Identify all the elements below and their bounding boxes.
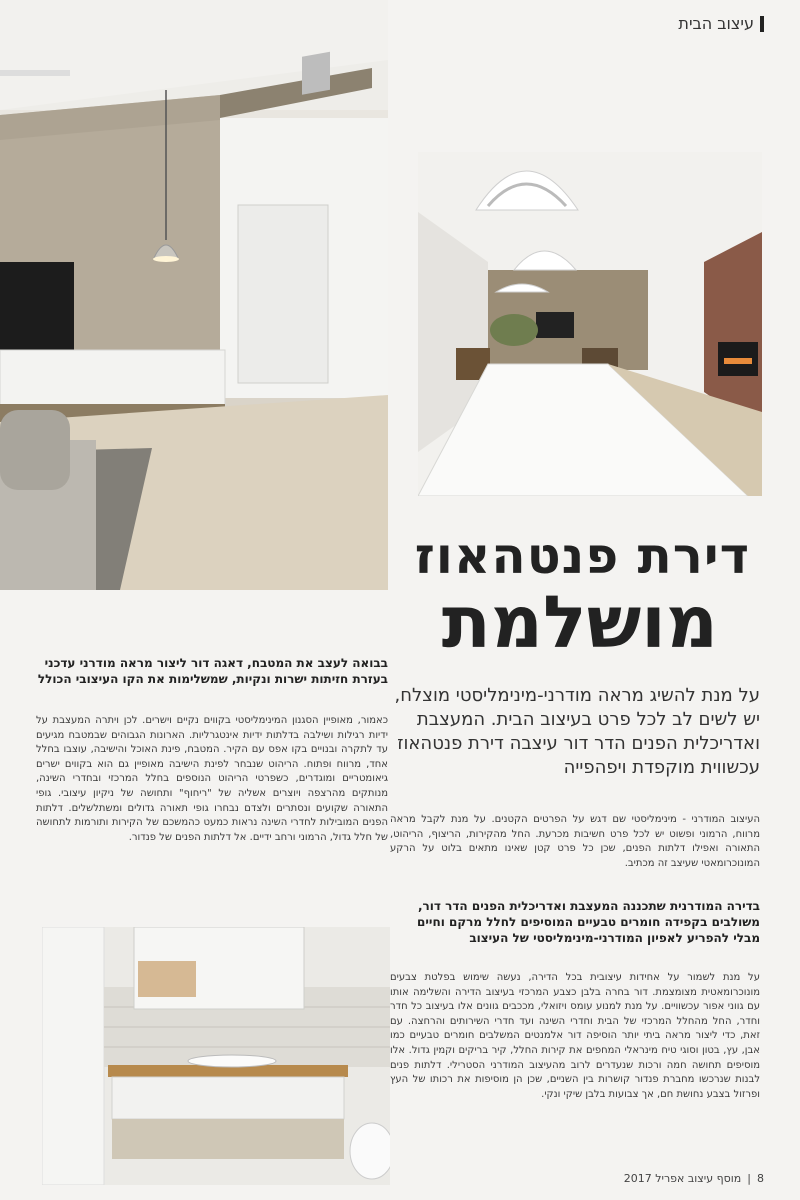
dining-room-illustration xyxy=(418,152,762,496)
page-number: 8 xyxy=(757,1172,764,1185)
right-column-paragraph-2: על מנת לשמור על אחידות עיצובית בכל הדירה, נעשה שימוש בפלטת צבעים מונוכרומאטית מצומצמת. דור בחרה בלבן כצבע המרכזי בעיצוב הדירה והשלימה אותו עם גווני אפור עכשוויים. על מנת למנוע עומס ויזואלי, מככבים גוונים אלו בעיצוב כל חדר וחדר, החל מהחלל המרכזי של הבית וחדרי השינה ועד חדרי השירותים והרחצה. עם זאת, כדי ליצור מראה ביתי יותר הוסיפה דור אלמנטים המשלבים חומרים טבעיים כמו אבן, עץ, בטון וסוגי טיח מינראלי המחפים את קירות החלל, קיר בריקים וקמין גדול. אלו מוסיפים תחושה חמה ורכות שנעדרים לרוב מהעיצוב המודרני הסטרילי. דלתות פנים לבנות שנרכשו מחברת פנדור קושרות בין השניים, שכן הן מוסיפות את רכותו של העץ ופרזול בצבע נחושת חם, אך צבועות בלבן שיקי ונקי. xyxy=(390,972,760,1100)
article-title-line1: דירת פנטהאוז xyxy=(414,527,750,585)
footer-separator: | xyxy=(747,1172,751,1185)
section-header xyxy=(678,14,764,33)
right-column-paragraph-1: העיצוב המודרני - מינימליסטי שם דגש על הפרטים הקטנים. על מנת לקבל מראה מרווח, הרמוני ופשוט יש לכל פרט חשיבות מכרעת. החל מהקירות, הריצוף, הריהוט, התאורה ואפילו דלתות הפנים, שכן כל פרט קטן שאינו מתאים בלוט על הרקע המונוכרומאטי שעיצב זה מכתיב. xyxy=(390,814,760,869)
right-column-lead: בדירה המודרנית שתכננה המעצבת ואדריכלית הפנים הדר דור, משולבים בקפידה חומרים טבעיים המוסיפים לחלל מרקם וחיים מבלי להפריע לאפיון המודרני-מינימליסטי של העיצוב xyxy=(417,899,760,945)
bathroom-illustration xyxy=(42,927,390,1185)
left-column-lead: בבואה לעצב את המטבח, דאגה דור ליצור מראה מודרני עדכני בעזרת חזיתות ישרות ונקיות, שמשלימות את הקו העיצובי הכולל xyxy=(37,656,388,686)
article-intro: על מנת להשיג מראה מודרני-מינימליסטי מוצלח, יש לשים לב לכל פרט בעיצוב הבית. המעצבת ואדריכלית הפנים הדר דור עיצבה דירת פנטהאוז עכשווית מוקפדת ויפהפייה xyxy=(394,685,760,778)
footer-publication: מוסף עיצוב אפריל 2017 xyxy=(623,1172,742,1185)
living-room-illustration xyxy=(0,0,388,590)
dining-room-photo xyxy=(418,152,762,496)
left-column-paragraph: כאמור, מאופיין הסגנון המינימליסטי בקווים נקיים וישרים. לכן ויתרה המעצבת על ידיות רגילות ושילבה בדלתות ידיות אינטגרליות. הארונות הגבוהים שבמטבח מגיעים עד לתקרה ובנויים בקו אפס עם הקיר. המטבח, פינת האוכל והישיבה, עוצבו בחלל אחד, מרווח ופתוח. הריהוט שנבחר לפינת הישיבה מאופיין גם הוא בקווים ישרים גיאומטריים ומוגדרים, כשפרטי הריהוט הנוספים בחלל המרכזי ובחדרי השינה, מנותקים מהרצפה ויוצרים אשליה של "ריחוף" ותחושה של ניקיון עיצובי. גופי התאורה שקועים ונסתרים ולצדם נבחרו גופי תאורה גדולים ומשתלשלים. דלתות הפנים המובילות לחדרי השינה נראות כמעט כהמשכם של הקירות ותורמות לתחושה של חלל גדול, הרמוני ורחב ידיים. אל דלתות הפנים של פנדור. xyxy=(36,715,388,843)
section-title: עיצוב הבית xyxy=(678,14,754,33)
bathroom-photo xyxy=(42,927,390,1185)
living-room-photo xyxy=(0,0,388,590)
section-marker xyxy=(760,16,764,32)
page-footer xyxy=(624,1172,764,1185)
article-title-line2: מושלמת xyxy=(441,580,718,664)
